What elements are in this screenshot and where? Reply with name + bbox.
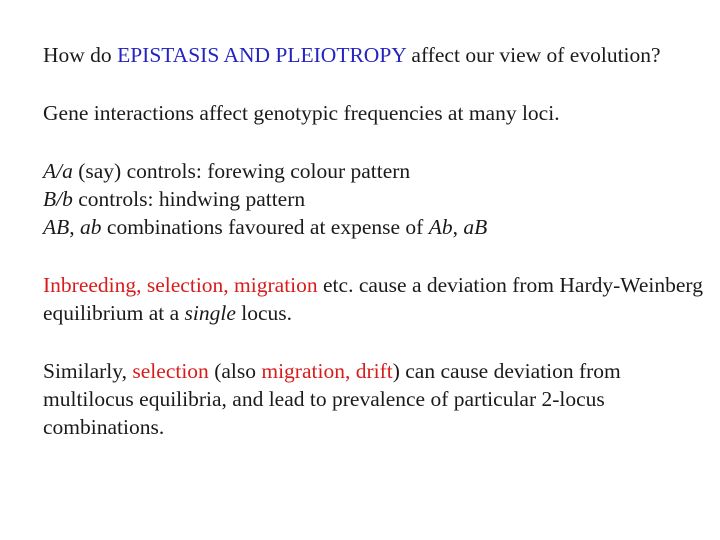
- question-highlight: EPISTASIS AND PLEIOTROPY: [117, 43, 407, 67]
- loci-line-3: [43, 215, 487, 239]
- loci-line-2: [43, 187, 305, 211]
- locus-b-label: B/b: [43, 187, 73, 211]
- ml-post: ) can cause deviation from multilocus equilibria, and lead to prevalence of particular 2-locus combinations.: [43, 359, 621, 439]
- hw-red-terms: Inbreeding, selection, migration: [43, 273, 318, 297]
- combo-AB: AB: [43, 215, 70, 239]
- locus-b-desc: controls: hindwing pattern: [72, 187, 306, 211]
- loci-example-paragraph: [43, 157, 703, 241]
- locus-a-label: A/a: [43, 159, 73, 183]
- slide-content: [43, 41, 703, 441]
- question-post: affect our view of evolution?: [406, 43, 661, 67]
- hw-mid: etc. cause a deviation from Hardy-Weinberg equilibrium at a: [43, 273, 703, 325]
- combo-Ab: Ab: [428, 215, 453, 239]
- hw-post: locus.: [235, 301, 293, 325]
- loci-line-1: [43, 159, 410, 183]
- combo-ab: ab: [80, 215, 102, 239]
- ml-selection: selection: [132, 359, 209, 383]
- question-pre: How do: [43, 43, 118, 67]
- ml-mid: (also: [208, 359, 262, 383]
- combo-sep-2: ,: [452, 215, 464, 239]
- hw-single: single: [184, 301, 236, 325]
- multilocus-paragraph: [43, 357, 703, 441]
- combo-mid: combinations favoured at expense of: [101, 215, 429, 239]
- ml-migration-drift: migration, drift: [261, 359, 393, 383]
- ml-pre: Similarly,: [43, 359, 133, 383]
- combo-sep-1: ,: [69, 215, 81, 239]
- combo-aB: aB: [463, 215, 488, 239]
- locus-a-desc: (say) controls: forewing colour pattern: [72, 159, 411, 183]
- hardy-weinberg-paragraph: [43, 271, 703, 327]
- question-paragraph: [43, 41, 703, 69]
- gene-interactions-paragraph: Gene interactions affect genotypic frequencies at many loci.: [43, 101, 560, 125]
